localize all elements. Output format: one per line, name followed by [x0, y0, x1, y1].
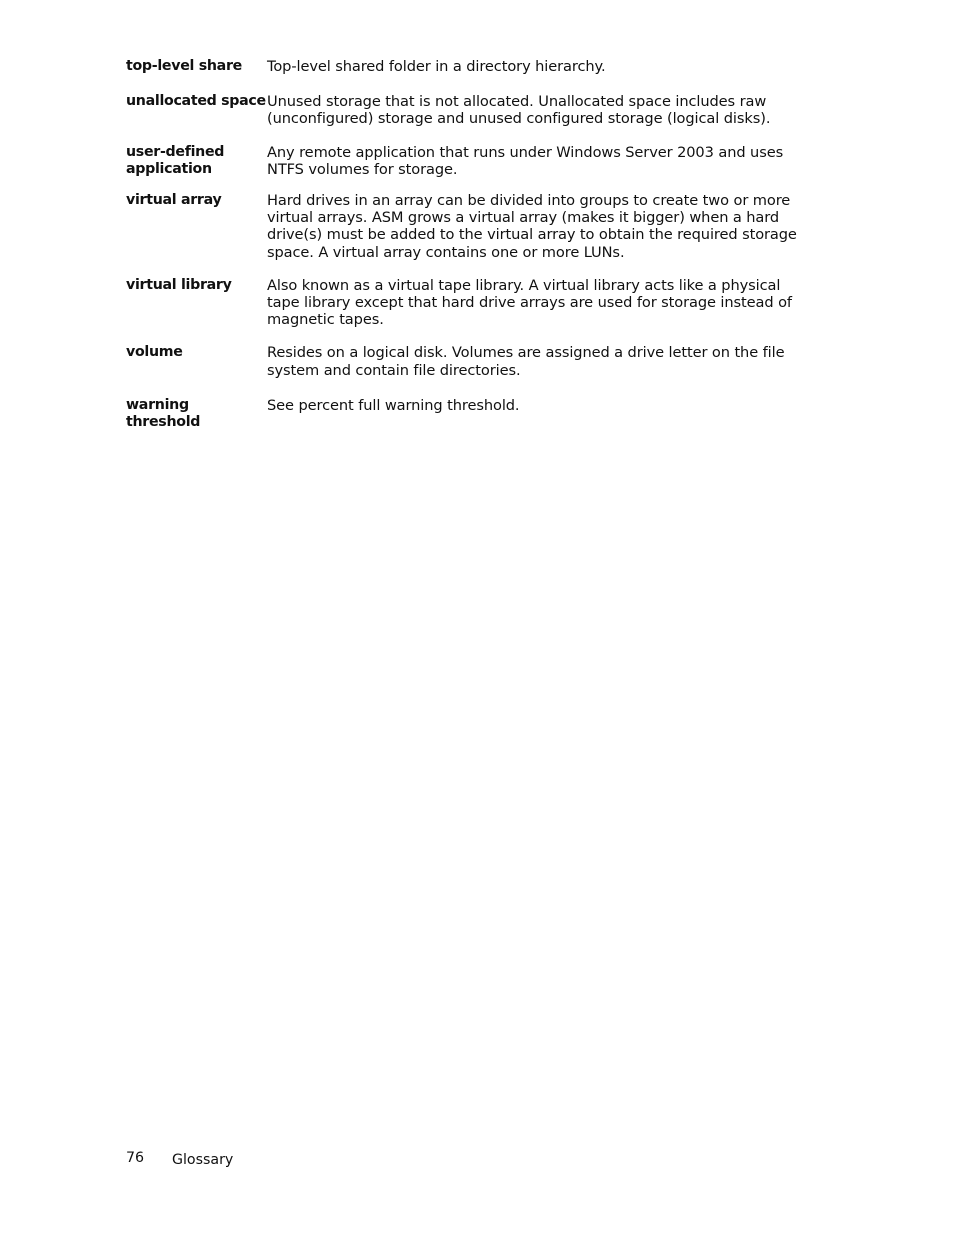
glossary-definition: See percent full warning threshold.	[267, 396, 520, 414]
glossary-entry-virtual-array	[126, 192, 816, 261]
glossary-entry-unallocated-space	[126, 93, 816, 127]
glossary-definition: Any remote application that runs under Windows Server 2003 and uses NTFS volumes for storage.	[267, 143, 784, 178]
glossary-term: top-level share	[126, 58, 242, 74]
glossary-definition: Top-level shared folder in a directory hierarchy.	[267, 58, 606, 75]
glossary-term: virtual array	[126, 192, 222, 209]
glossary-entry-user-defined-application	[126, 144, 816, 178]
glossary-term: unallocated space	[126, 93, 266, 110]
glossary-term: volume	[126, 344, 183, 361]
page-number: 76	[126, 1150, 145, 1166]
glossary-entry-warning-threshold	[126, 397, 816, 431]
glossary-definition: Also known as a virtual tape library. A virtual library acts like a physical tape library except that hard drive arrays are used for storage instead of magnetic tapes.	[267, 276, 792, 329]
glossary-list	[126, 58, 816, 431]
footer-section-name: Glossary	[172, 1152, 234, 1168]
glossary-definition: Resides on a logical disk. Volumes are assigned a drive letter on the file system and contain file directories.	[267, 344, 785, 379]
glossary-entry-top-level-share	[126, 58, 816, 75]
glossary-entry-virtual-library	[126, 277, 816, 329]
glossary-term: user-defined application	[126, 143, 225, 177]
glossary-term: virtual library	[126, 276, 232, 293]
glossary-entry-volume	[126, 344, 816, 378]
glossary-term: warning threshold	[126, 396, 201, 431]
glossary-definition: Hard drives in an array can be divided into groups to create two or more virtual arrays. ASM grows a virtual array (makes it bigger) when a hard drive(s) must be added to the virtual array to obtain the required storage space. A virtual array contains one or more LUNs.	[267, 192, 797, 261]
glossary-definition: Unused storage that is not allocated. Unallocated space includes raw (unconfigured) storage and unused configured storage (logical disks).	[267, 93, 771, 128]
